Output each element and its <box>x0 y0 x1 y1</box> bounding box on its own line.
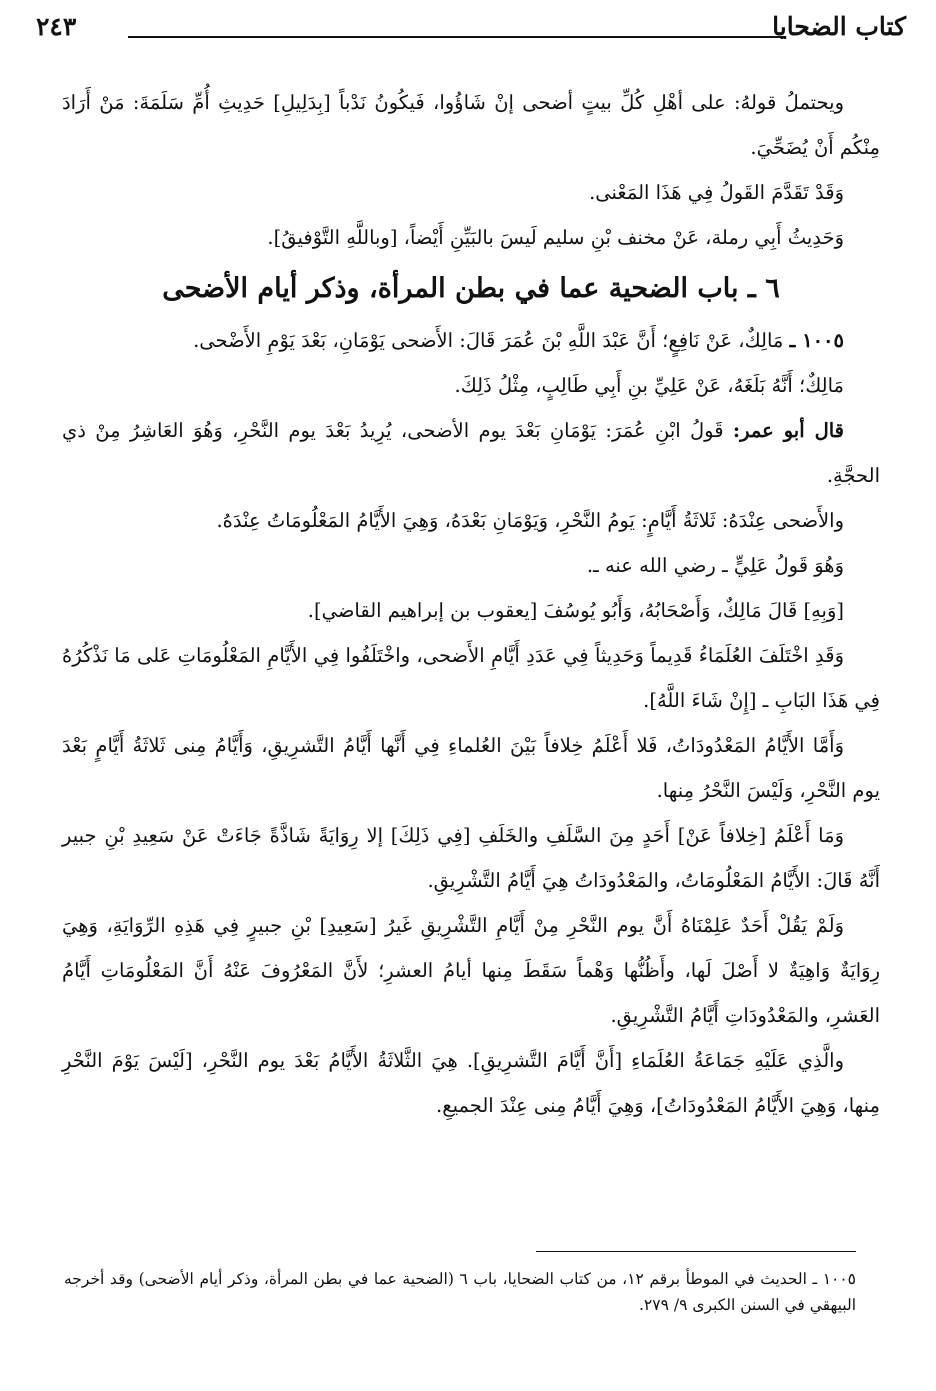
footnote-text: ١٠٠٥ ـ الحديث في الموطأ برقم ١٢، من كتاب الضحايا، باب ٦ (الضحية عما في بطن المرأة، وذكر أيام الأضحى) وقد أخرجه البيهقي في السنن الكبرى ٩/ ٢٧٩. <box>64 1270 856 1314</box>
header-rule <box>128 36 786 38</box>
hadith-number: ١٠٠٥ ـ <box>789 329 844 352</box>
running-title: كتاب الضحايا <box>772 12 906 41</box>
paragraph: وَأَمَّا الأَيَّامُ المَعْدُودَاتُ، فَلا أَعْلَمُ خِلافاً بَيْنَ العُلماءِ فِي أَنَّها أَيَّامُ التَّشرِيقِ، وَأَيَّامُ مِنى ثَلاثَةُ أَيَّامٍ بَعْدَ يوم النَّحْرِ، وَلَيْسَ النَّحْرُ مِنها. <box>62 734 880 802</box>
commentary-text: قَولُ ابْنِ عُمَرَ: يَوْمَانِ بَعْدَ يوم الأضحى، يُرِيدُ بَعْدَ يوم النَّحْرِ، وَهُوَ العَاشِرُ مِنْ ذي الحجَّةِ. <box>62 419 880 487</box>
main-text <box>62 80 880 1128</box>
page-header <box>36 12 906 46</box>
paragraph: وَحَدِيثُ أَبِي رملة، عَنْ مخنف بْنِ سليم لَيسَ بالبَيِّنِ أَيْضاً، [وباللَّهِ التَّوْفيقُ]. <box>267 226 844 249</box>
paragraph: وَقَدِ اخْتَلَفَ العُلَمَاءُ قَدِيماً وَحَدِيثاً فِي عَدَدِ أَيَّامِ الأَضحى، واخْتَلَفُوا فِي الأَيَّامِ المَعْلُومَاتِ عَلى مَا نَذْكُرُهُ فِي هَذَا البَابِ ـ [إِنْ شَاءَ اللَّهُ]. <box>62 644 880 712</box>
paragraph: ويحتملُ قولهُ: على أهْلِ كُلِّ بيتٍ أضحى إنْ شَاؤُوا، فَيكُونُ نَدْباً [بِدَلِيلِ] حَدِيثِ أُمِّ سَلَمَةَ: مَنْ أَرَادَ مِنْكُم أَنْ يُضَحِّيَ. <box>62 91 880 159</box>
speaker-label: قال أبو عمر: <box>732 419 845 442</box>
footnote-divider <box>536 1251 856 1252</box>
paragraph: والَّذِي عَلَيْهِ جَمَاعَةُ العُلَمَاءِ [أَنَّ أَيَّامَ التَّشرِيقِ]. هِيَ الثَّلاثَةُ الأَيَّامُ بَعْدَ يوم النَّحْرِ، [لَيْسَ يَوْمَ النَّحْرِ مِنها، وَهِيَ الأَيَّامُ المَعْدُودَاتُ]، وَهِيَ أَيَّامُ مِنى عِنْدَ الجميعِ. <box>62 1049 880 1117</box>
paragraph: وَلَمْ يَقُلْ أَحَدٌ عَلِمْنَاهُ أَنَّ يوم النَّحْرِ مِنْ أَيَّامِ التَّشْرِيقِ غَيرُ [سَعِيدِ] بْنِ جبيرٍ فِي هَذِهِ الرِّوَايَةِ، وَهِيَ رِوَايَةٌ وَاهِيَةٌ لا أَصْلَ لَها، وأَظُنُّها وَهْماً سَقَطَ مِنها أيامُ العشرِ؛ لأَنَّ المَعْرُوفَ عَنْهُ أَنَّ المَعْلُومَاتِ أَيَّامُ العَشرِ، والمَعْدُودَاتِ أَيَّامُ التَّشْرِيقِ. <box>62 914 880 1027</box>
paragraph: مَالِكٌ؛ أَنَّهُ بَلَغَهُ، عَنْ عَلِيِّ بنِ أَبِي طَالِبٍ، مِثْلُ ذَلِكَ. <box>454 374 844 397</box>
paragraph: وَقَدْ تَقَدَّمَ القَولُ فِي هَذَا المَعْنى. <box>589 181 844 204</box>
paragraph: وَمَا أَعْلَمُ [خِلافاً عَنْ] أَحَدٍ مِنَ السَّلَفِ والخَلَفِ [فِي ذَلِكَ] إلا رِوَايَةً شَاذَّةً جَاءَتْ عَنْ سَعِيدِ بْنِ جبير أَنَّهُ قَالَ: الأَيَّامُ المَعْلُومَاتُ، والمَعْدُودَاتُ هِيَ أَيَّامُ التَّشْرِيقِ. <box>62 824 880 892</box>
paragraph: وَهُوَ قَولُ عَلِيٍّ ـ رضي الله عنه ـ. <box>586 554 844 577</box>
footnote <box>64 1266 856 1318</box>
page-number: ٢٤٣ <box>36 12 77 41</box>
hadith-paragraph <box>62 318 880 363</box>
paragraph: والأَضحى عِنْدَهُ: ثَلاثَةُ أَيَّامٍ: يَومُ النَّحْرِ، وَيَوْمَانِ بَعْدَهُ، وَهِيَ الأَيَّامُ المَعْلُومَاتُ عِنْدَهُ. <box>216 509 844 532</box>
hadith-text: مَالِكٌ، عَنْ نَافِعٍ؛ أَنَّ عَبْدَ اللَّهِ بْنَ عُمَرَ قَالَ: الأَضحى يَوْمَانِ، بَعْدَ يَوْمِ الأَضْحى. <box>193 329 784 352</box>
chapter-heading: ٦ ـ باب الضحية عما في بطن المرأة، وذكر أيام الأضحى <box>162 273 780 304</box>
paragraph: [وَبِهِ] قَالَ مَالِكٌ، وَأَصْحَابُهُ، وَأَبُو يُوسُفَ [يعقوب بن إبراهيم القاضي]. <box>307 599 844 622</box>
commentary-paragraph <box>62 408 880 498</box>
